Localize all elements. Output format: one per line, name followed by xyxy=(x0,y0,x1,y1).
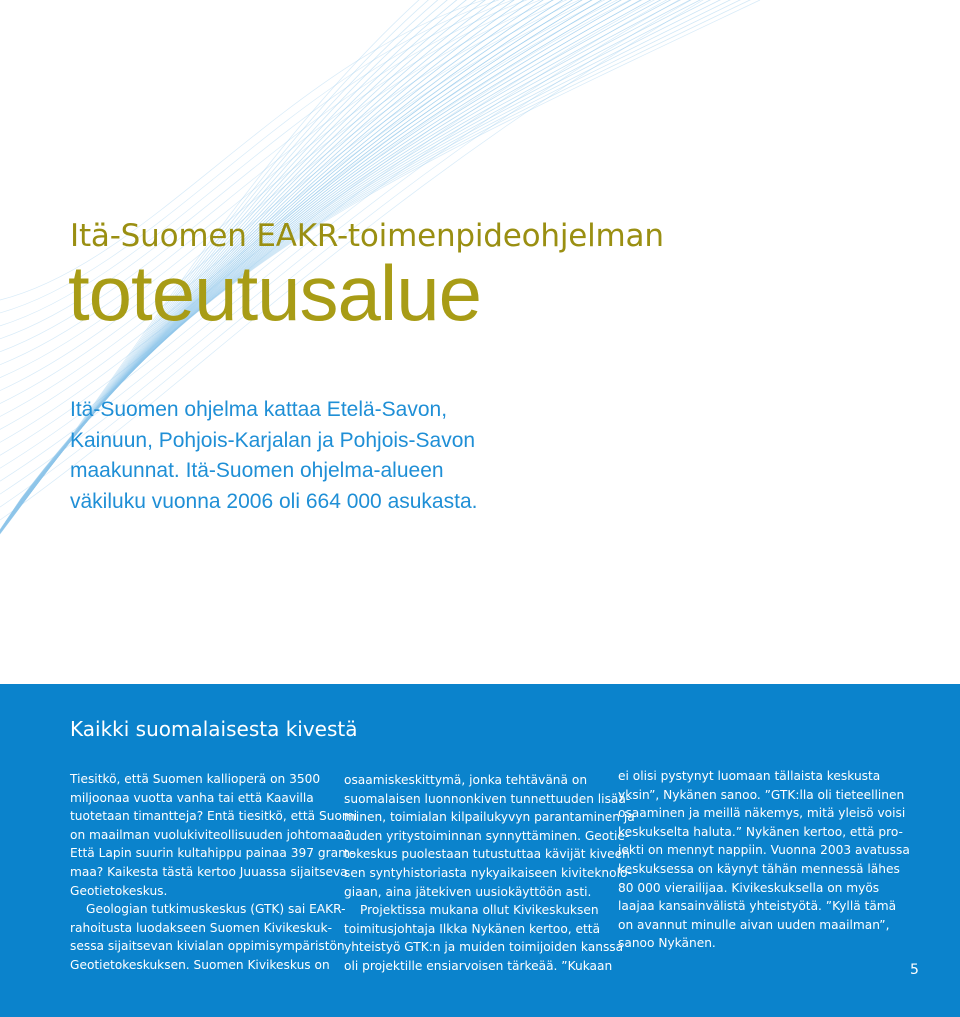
text-line: Projektissa mukana ollut Kivikeskuksen xyxy=(360,903,599,918)
text-line: tuotetaan timantteja? Entä tiesitkö, että Suomi xyxy=(70,809,358,824)
text-line: Geotietokeskus. xyxy=(70,883,168,898)
text-line: yhteistyö GTK:n ja muiden toimijoiden kanssa xyxy=(344,940,624,955)
text-line: sanoo Nykänen. xyxy=(618,936,716,951)
wave-line xyxy=(0,0,614,404)
text-line: suomalaisen luonnonkiven tunnettuuden lisää- xyxy=(344,791,631,806)
text-line: tokeskus puolestaan tutustuttaa kävijät kiveen xyxy=(344,847,630,862)
text-line: jekti on mennyt nappiin. Vuonna 2003 avatussa xyxy=(618,843,910,858)
text-line: keskukselta haluta.” Nykänen kertoo, että pro- xyxy=(618,824,903,839)
text-line: sen syntyhistoriasta nykyaikaiseen kiviteknolo- xyxy=(344,865,633,880)
text-line: on avannut minulle aivan uuden maailman”, xyxy=(618,917,890,932)
intro-line: Kainuun, Pohjois-Karjalan ja Pohjois-Savon xyxy=(70,428,476,452)
info-panel xyxy=(0,684,960,1017)
intro-line: maakunnat. Itä-Suomen ohjelma-alueen xyxy=(70,459,444,482)
text-column-2 xyxy=(344,771,635,976)
text-line: yksin”, Nykänen sanoo. ”GTK:lla oli tieteellinen xyxy=(618,787,905,802)
text-line: osaaminen ja meillä näkemys, mitä yleisö voisi xyxy=(618,806,906,821)
text-line: laajaa kansainvälistä yhteistyötä. ”Kyllä tämä xyxy=(618,899,897,914)
text-line: sessa sijaitsevan kivialan oppimisympäristön xyxy=(70,939,345,954)
text-line: ei olisi pystynyt luomaan tällaista keskusta xyxy=(618,769,881,783)
page-title-line-2: toteutusalue xyxy=(68,249,482,337)
intro-line: väkiluku vuonna 2006 oli 664 000 asukasta. xyxy=(70,489,478,513)
text-line: toimitusjohtaja Ilkka Nykänen kertoo, että xyxy=(344,921,601,936)
text-column-1 xyxy=(70,770,358,975)
text-line: Geologian tutkimuskeskus (GTK) sai EAKR- xyxy=(86,902,346,917)
intro-paragraph xyxy=(70,395,540,517)
text-line: on maailman vuolukiviteollisuuden johtomaa? xyxy=(70,827,351,842)
text-line: osaamiskeskittymä, jonka tehtävänä on xyxy=(344,773,588,787)
text-column-3 xyxy=(618,767,910,953)
intro-line: Itä-Suomen ohjelma kattaa Etelä-Savon, xyxy=(70,398,448,421)
text-line: uuden yritystoiminnan synnyttäminen. Geotie- xyxy=(344,828,630,843)
text-line: Että Lapin suurin kultahippu painaa 397 gram- xyxy=(70,846,355,861)
page-number: 5 xyxy=(910,962,919,978)
text-line: oli projektille ensiarvoisen tärkeää. ”Kukaan xyxy=(344,958,613,973)
text-line: Geotietokeskuksen. Suomen Kivikeskus on xyxy=(70,957,330,972)
text-line: minen, toimialan kilpailukyvyn parantaminen ja xyxy=(344,810,635,825)
text-line: 80 000 vierailijaa. Kivikeskuksella on myös xyxy=(618,880,880,895)
page-title-line-1: Itä-Suomen EAKR-toimenpideohjelman xyxy=(70,218,664,254)
text-line: giaan, aina jätekiven uusiokäyttöön asti. xyxy=(344,884,592,899)
text-line: miljoonaa vuotta vanha tai että Kaavilla xyxy=(70,790,314,805)
text-line: keskuksessa on käynyt tähän mennessä lähes xyxy=(618,861,900,876)
panel-title: Kaikki suomalaisesta kivestä xyxy=(70,717,358,741)
text-line: Tiesitkö, että Suomen kallioperä on 3500 xyxy=(70,772,321,786)
text-line: rahoitusta luodakseen Suomen Kivikeskuk- xyxy=(70,920,332,935)
text-line: maa? Kaikesta tästä kertoo Juuassa sijaitseva xyxy=(70,864,348,879)
